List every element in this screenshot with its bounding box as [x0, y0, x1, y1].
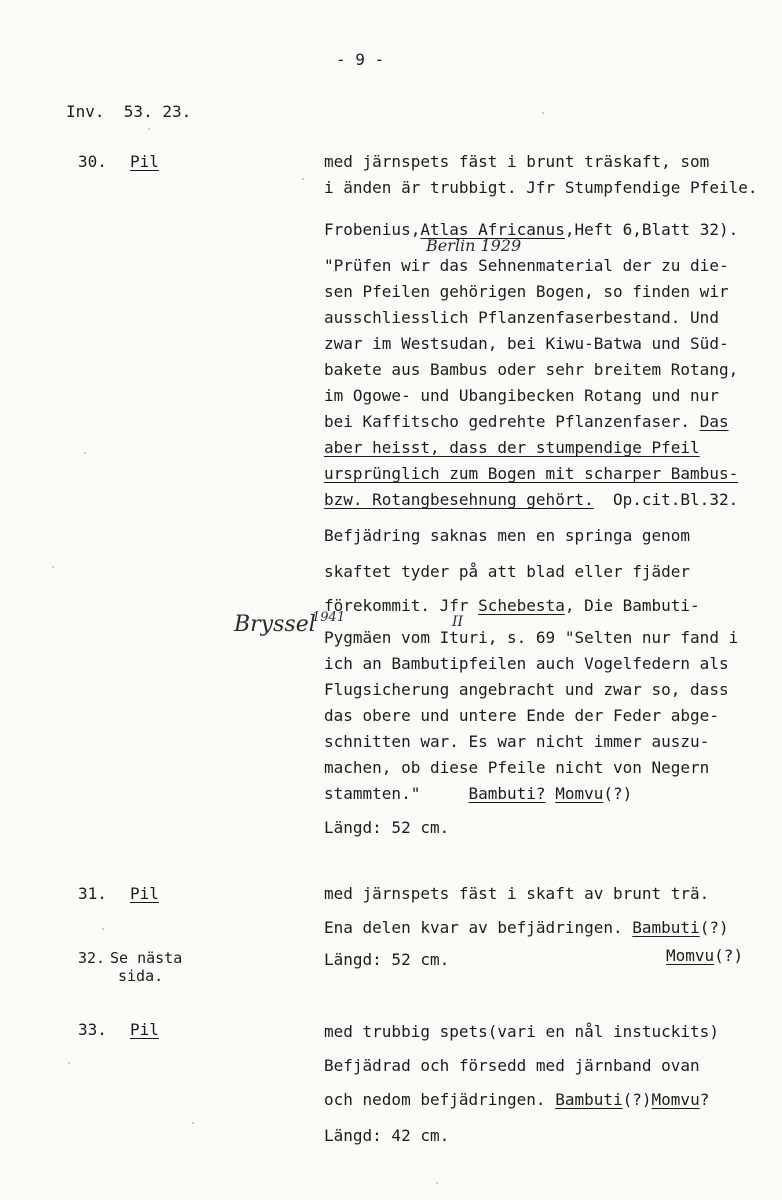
scan-speck	[84, 452, 86, 454]
entry-line: aber heisst, dass der stumpendige Pfeil	[324, 438, 700, 457]
scan-speck	[302, 178, 304, 180]
entry-line: im Ogowe- und Ubangibecken Rotang und nur	[324, 386, 719, 405]
entry-line: "Prüfen wir das Sehnenmaterial der zu die-	[324, 256, 729, 275]
entry-number: 33.	[78, 1020, 107, 1039]
attribution: Momvu	[555, 784, 604, 803]
entry-length: Längd: 42 cm.	[324, 1126, 450, 1145]
entry-line: Ena delen kvar av befjädringen. Bambuti(?)	[324, 918, 729, 937]
attribution: Bambuti?	[468, 784, 546, 803]
entry-number: 30.	[78, 152, 107, 171]
entry-line: schnitten war. Es war nicht immer auszu-	[324, 732, 710, 751]
scan-speck	[52, 566, 54, 568]
entry-line: förekommit. Jfr Schebesta, Die Bambuti-	[324, 596, 700, 615]
page-number: - 9 -	[336, 50, 385, 69]
entry-line: skaftet tyder på att blad eller fjäder	[324, 562, 691, 581]
entry-name: Se nästa	[110, 949, 183, 967]
entry-line: machen, ob diese Pfeile nicht von Negern	[324, 758, 710, 777]
entry-line: bakete aus Bambus oder sehr breitem Rotang,	[324, 360, 739, 379]
scan-speck	[68, 1062, 70, 1064]
entry-number: 32.	[78, 949, 106, 967]
attribution: Momvu	[666, 946, 715, 965]
scan-speck	[148, 128, 150, 130]
scan-speck	[102, 928, 104, 930]
entry-line: ursprünglich zum Bogen mit scharper Bambus-	[324, 464, 739, 483]
scan-speck	[542, 112, 544, 114]
entry-line: och nedom befjädringen. Bambuti(?)Momvu?	[324, 1090, 710, 1109]
scan-speck	[436, 1182, 438, 1184]
attribution: Momvu	[651, 1090, 700, 1109]
entry-name-continued: sida.	[118, 967, 164, 985]
handwritten-annotation: 1941	[312, 610, 346, 625]
reference-title: Atlas Africanus	[420, 220, 565, 239]
entry-line: das obere und untere Ende der Feder abge-	[324, 706, 719, 725]
entry-line: zwar im Westsudan, bei Kiwu-Batwa und Süd-	[324, 334, 729, 353]
handwritten-annotation: II	[452, 614, 464, 630]
entry-line: Frobenius,Atlas Africanus,Heft 6,Blatt 32).	[324, 220, 739, 239]
entry-line: Pygmäen vom Ituri, s. 69 "Selten nur fand i	[324, 628, 739, 647]
attribution: Bambuti	[555, 1090, 623, 1109]
entry-line: Befjädrad och försedd med järnband ovan	[324, 1056, 700, 1075]
entry-line: bei Kaffitscho gedrehte Pflanzenfaser. Das	[324, 412, 729, 431]
entry-line: stammten." Bambuti? Momvu(?)	[324, 784, 633, 803]
handwritten-annotation: Bryssel	[234, 612, 316, 637]
entry-name: Pil	[130, 152, 159, 171]
handwritten-annotation: Berlin 1929	[426, 236, 522, 255]
entry-line: med trubbig spets(vari en nål instuckits)	[324, 1022, 719, 1041]
entry-line: Momvu(?)	[666, 946, 744, 965]
entry-number: 31.	[78, 884, 107, 903]
entry-length: Längd: 52 cm.	[324, 818, 450, 837]
entry-line: med järnspets fäst i skaft av brunt trä.	[324, 884, 710, 903]
entry-length: Längd: 52 cm.	[324, 950, 450, 969]
entry-line: sen Pfeilen gehörigen Bogen, so finden wir	[324, 282, 729, 301]
reference-author: Schebesta	[478, 596, 565, 615]
entry-name: Pil	[130, 884, 159, 903]
entry-line: med järnspets fäst i brunt träskaft, som	[324, 152, 710, 171]
entry-line: Flugsicherung angebracht und zwar so, dass	[324, 680, 729, 699]
entry-line: ich an Bambutipfeilen auch Vogelfedern als	[324, 654, 729, 673]
entry-line: ausschliesslich Pflanzenfaserbestand. Und	[324, 308, 719, 327]
entry-name: Pil	[130, 1020, 159, 1039]
entry-line: i änden är trubbigt. Jfr Stumpfendige Pfeile.	[324, 178, 758, 197]
entry-line: Befjädring saknas men en springa genom	[324, 526, 691, 545]
scan-speck	[192, 1122, 194, 1124]
entry-line: bzw. Rotangbesehnung gehört. Op.cit.Bl.32.	[324, 490, 739, 509]
inventory-number: Inv. 53. 23.	[66, 102, 192, 121]
attribution: Bambuti	[632, 918, 700, 937]
